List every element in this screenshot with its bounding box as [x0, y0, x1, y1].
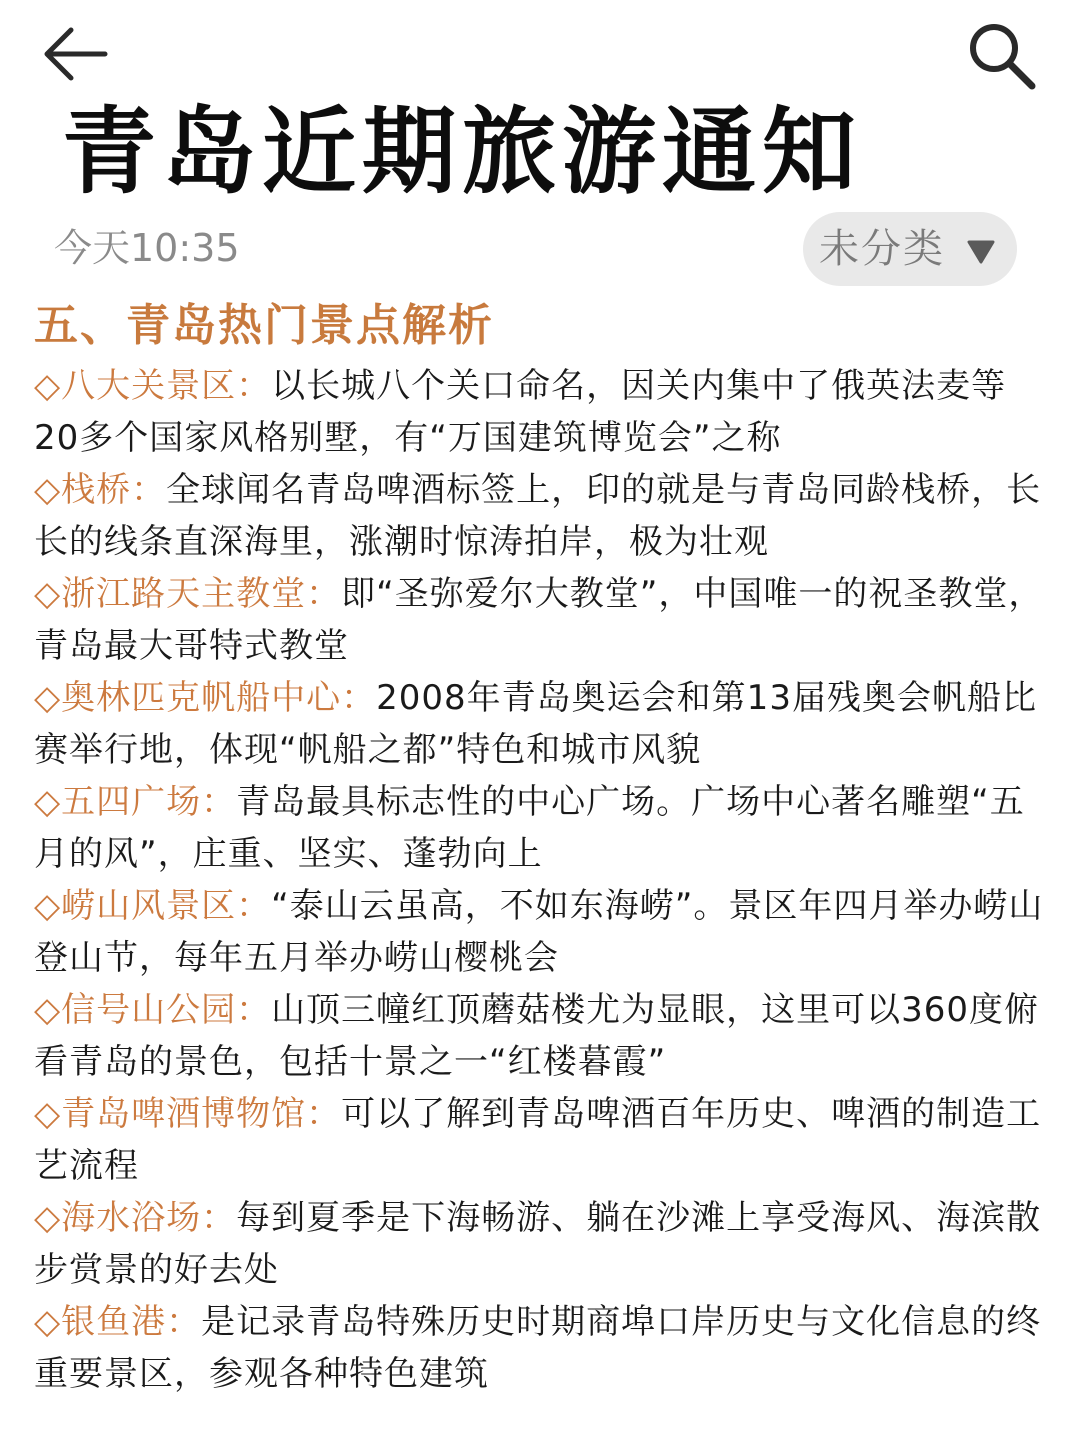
- attraction-entry: [34, 464, 1050, 568]
- attraction-entry: [34, 1088, 1050, 1192]
- attraction-description: 2008年青岛奥运会和第13届残奥会帆船比赛举行地，体现“帆船之都”特色和城市风貌: [34, 678, 1037, 770]
- attraction-entry: [34, 1192, 1050, 1296]
- attraction-name: ◇海水浴场：: [34, 1198, 237, 1238]
- attraction-name: ◇栈桥：: [34, 470, 167, 510]
- attraction-name: ◇崂山风景区：: [34, 886, 272, 926]
- category-label: 未分类: [819, 226, 945, 272]
- attraction-name: ◇五四广场：: [34, 782, 237, 822]
- attraction-entry: [34, 568, 1050, 672]
- category-dropdown[interactable]: [803, 212, 1017, 286]
- attraction-description: 山顶三幢红顶蘑菇楼尤为显眼，这里可以360度俯看青岛的景色，包括十景之一“红楼暮霞”: [34, 990, 1040, 1082]
- attraction-description: “泰山云虽高，不如东海崂”。景区年四月举办崂山登山节，每年五月举办崂山樱桃会: [34, 886, 1044, 978]
- attraction-description: 青岛最具标志性的中心广场。广场中心著名雕塑“五月的风”，庄重、坚实、蓬勃向上: [34, 782, 1025, 874]
- attraction-entry: [34, 984, 1050, 1088]
- attraction-name: ◇八大关景区：: [34, 366, 272, 406]
- search-icon: [964, 20, 1040, 92]
- section-heading: 五、青岛热门景点解析: [34, 300, 494, 351]
- search-button[interactable]: [960, 16, 1044, 96]
- attraction-description: 即“圣弥爱尔大教堂”，中国唯一的祝圣教堂，青岛最大哥特式教堂: [34, 574, 1044, 666]
- page-title: 青岛近期旅游通知: [62, 98, 863, 207]
- attraction-name: ◇信号山公园：: [34, 990, 272, 1030]
- attraction-name: ◇浙江路天主教堂：: [34, 574, 342, 614]
- attraction-entry: [34, 360, 1050, 464]
- attraction-entry: [34, 776, 1050, 880]
- attraction-description: 是记录青岛特殊历史时期商埠口岸历史与文化信息的终重要景区，参观各种特色建筑: [34, 1302, 1042, 1394]
- attraction-description: 可以了解到青岛啤酒百年历史、啤酒的制造工艺流程: [34, 1094, 1042, 1186]
- attraction-entry: [34, 672, 1050, 776]
- attraction-description: 以长城八个关口命名，因关内集中了俄英法麦等20多个国家风格别墅，有“万国建筑博览会”之称: [34, 366, 1007, 458]
- caret-down-icon: [963, 236, 999, 266]
- attraction-description: 全球闻名青岛啤酒标签上，印的就是与青岛同龄栈桥，长长的线条直深海里，涨潮时惊涛拍岸，极为壮观: [34, 470, 1042, 562]
- note-body: [34, 360, 1050, 1400]
- attraction-entry: [34, 1296, 1050, 1400]
- back-arrow-icon: [41, 22, 111, 86]
- back-button[interactable]: [38, 18, 114, 90]
- attraction-entry: [34, 880, 1050, 984]
- attraction-name: ◇银鱼港：: [34, 1302, 202, 1342]
- attraction-description: 每到夏季是下海畅游、躺在沙滩上享受海风、海滨散步赏景的好去处: [34, 1198, 1042, 1290]
- top-bar: [0, 0, 1080, 110]
- note-timestamp: 今天10:35: [54, 226, 240, 270]
- attraction-name: ◇青岛啤酒博物馆：: [34, 1094, 342, 1134]
- attraction-name: ◇奥林匹克帆船中心：: [34, 678, 377, 718]
